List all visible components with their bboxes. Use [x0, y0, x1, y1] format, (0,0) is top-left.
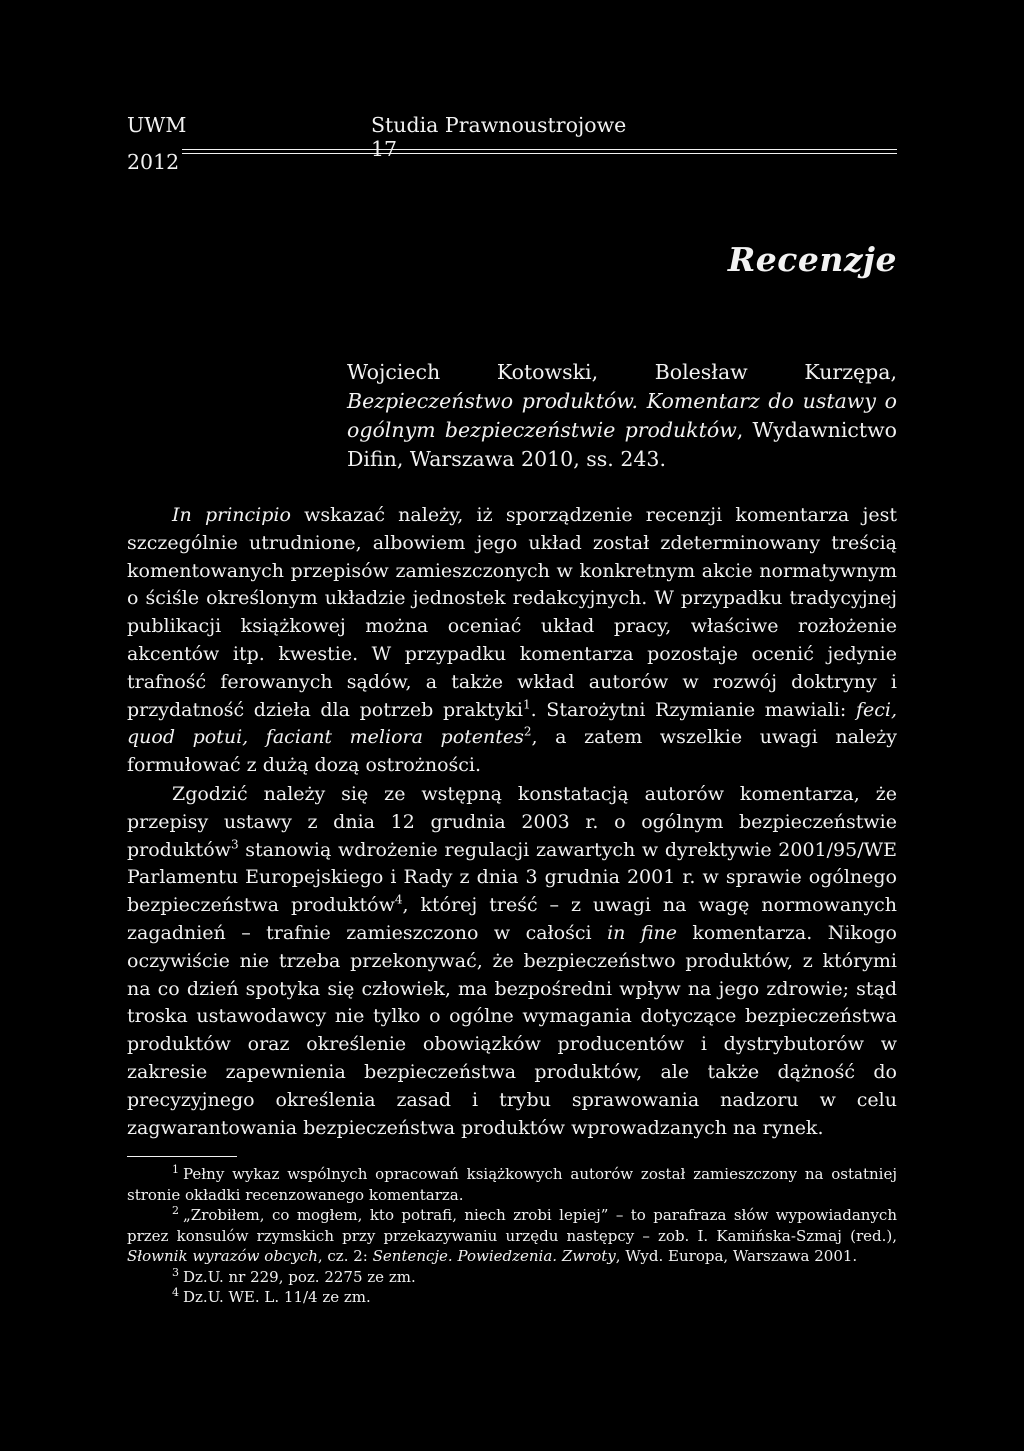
p2-latin-in-fine: in fine	[607, 921, 677, 944]
biblio-publisher: , Wydawnictwo Difin, Warszawa 2010, ss. 243.	[347, 418, 897, 471]
footnote-3-mark: 3	[172, 1265, 179, 1279]
footnote-4-mark: 4	[172, 1286, 179, 1299]
p2-text-d: komentarza. Nikogo oczywiście nie trzeba przekonywać, że bezpieczeństwo produktów, z którymi na co dzień spotyka się człowiek, ma bezpośredni wpływ na jego zdrowie; stąd troska ustawodawcy nie tylko o ogólne wymagania dotyczące bezpieczeństwa produktów oraz określenie obowiązków producentów i dystrybutorów w zakresie zapewnienia bezpieczeństwa produktów, ale także dążność do precyzyjnego określenia zasad i trybu sprawowania nadzoru w celu zagwarantowania bezpieczeństwa produktów wprowadzanych na rynek.	[127, 921, 897, 1139]
header-publisher: UWM	[127, 113, 187, 137]
p1-latin-opening: In principio	[172, 504, 291, 526]
biblio-book-title: Bezpieczeństwo produktów. Komentarz do ustawy o ogólnym bezpieczeństwie produktów	[347, 389, 897, 442]
p1-text-a: wskazać należy, iż sporządzenie recenzji komentarza jest szczególnie utrudnione, albowiem jego układ został zdeterminowany treścią komentowanych przepisów zamieszczonych w konkretnym akcie normatywnym o ściśle określonym układzie jednostek redakcyjnych. W przypadku tradycyjnej publikacji książkowej można oceniać układ pracy, właściwe rozłożenie akcentów itp. kwestie. W przypadku komentarza pozostaje ocenić jedynie trafność ferowanych sądów, a także wkład autorów w rozwój doktryny i przydatność dzieła dla potrzeb praktyki	[127, 504, 897, 721]
footnote-3-text: Dz.U. nr 229, poz. 2275 ze zm.	[183, 1267, 416, 1286]
p1-text-c: , a zatem wszelkie uwagi należy formułować z dużą dozą ostrożności.	[127, 726, 897, 777]
footnote-4-text: Dz.U. WE. L. 11/4 ze zm.	[183, 1288, 371, 1306]
footnote-3	[127, 1267, 897, 1288]
footnote-1-text: Pełny wykaz wspólnych opracowań książkowych autorów został zamieszczony na ostatniej stronie okładki recenzowanego komentarza.	[127, 1165, 897, 1204]
header-double-rule	[182, 149, 897, 154]
header-row	[127, 113, 647, 161]
footnote-2	[127, 1205, 897, 1267]
section-title: Recenzje	[727, 240, 897, 279]
p2-text-b: stanowią wdrożenie regulacji zawartych w dyrektywie 2001/95/WE Parlamentu Europejskiego i Rady z dnia 3 grudnia 2001 r. w sprawie ogólnego bezpieczeństwa produktów	[127, 838, 897, 917]
footnote-ref-2[interactable]: 2	[523, 725, 532, 740]
footnote-1	[127, 1164, 897, 1205]
header-journal-title: Studia Prawnoustrojowe 17	[371, 113, 627, 161]
footnote-2-mark: 2	[172, 1204, 179, 1217]
p2-text-c: , której treść – z uwagi na wagę normowanych zagadnień – trafnie zamieszczono w całości	[127, 894, 898, 944]
footnote-separator	[127, 1156, 237, 1157]
footnote-2-dictionary-title: Słownik wyrazów obcych	[127, 1247, 318, 1265]
footnote-ref-3[interactable]: 3	[230, 837, 239, 852]
review-body	[127, 502, 897, 1142]
footnote-ref-1[interactable]: 1	[523, 697, 531, 712]
footnotes	[127, 1164, 897, 1308]
footnote-2-text-b: , cz. 2:	[317, 1247, 373, 1265]
footnote-ref-4[interactable]: 4	[394, 892, 403, 907]
p2-text-a: Zgodzić należy się ze wstępną konstatacją autorów komentarza, że przepisy ustawy z dnia 12 grudnia 2003 r. o ogólnym bezpieczeństwie produktów	[127, 782, 897, 861]
header-year: 2012	[127, 150, 180, 174]
footnote-2-text-a: „Zrobiłem, co mogłem, kto potrafi, niech zrobi lepiej” – to parafraza słów wypowiadanych przez konsulów rzymskich przy przekazywaniu urzędu następcy – zob. I. Kamińska-Szmaj (red.),	[127, 1206, 897, 1245]
biblio-authors: Wojciech Kotowski, Bolesław Kurzępa,	[347, 360, 897, 384]
paragraph-2	[127, 781, 897, 1142]
footnote-2-volume-title: Sentencje. Powiedzenia. Zwroty	[372, 1247, 616, 1265]
footnote-2-text-c: , Wyd. Europa, Warszawa 2001.	[615, 1247, 858, 1265]
p1-text-b: . Starożytni Rzymianie mawiali:	[530, 698, 856, 721]
paragraph-1	[127, 502, 897, 780]
bibliographic-entry	[347, 358, 897, 474]
running-header	[127, 113, 897, 173]
footnote-4	[127, 1287, 897, 1308]
p1-latin-quote: feci, quod potui, faciant meliora potentes	[127, 698, 897, 749]
footnote-1-mark: 1	[172, 1163, 179, 1176]
